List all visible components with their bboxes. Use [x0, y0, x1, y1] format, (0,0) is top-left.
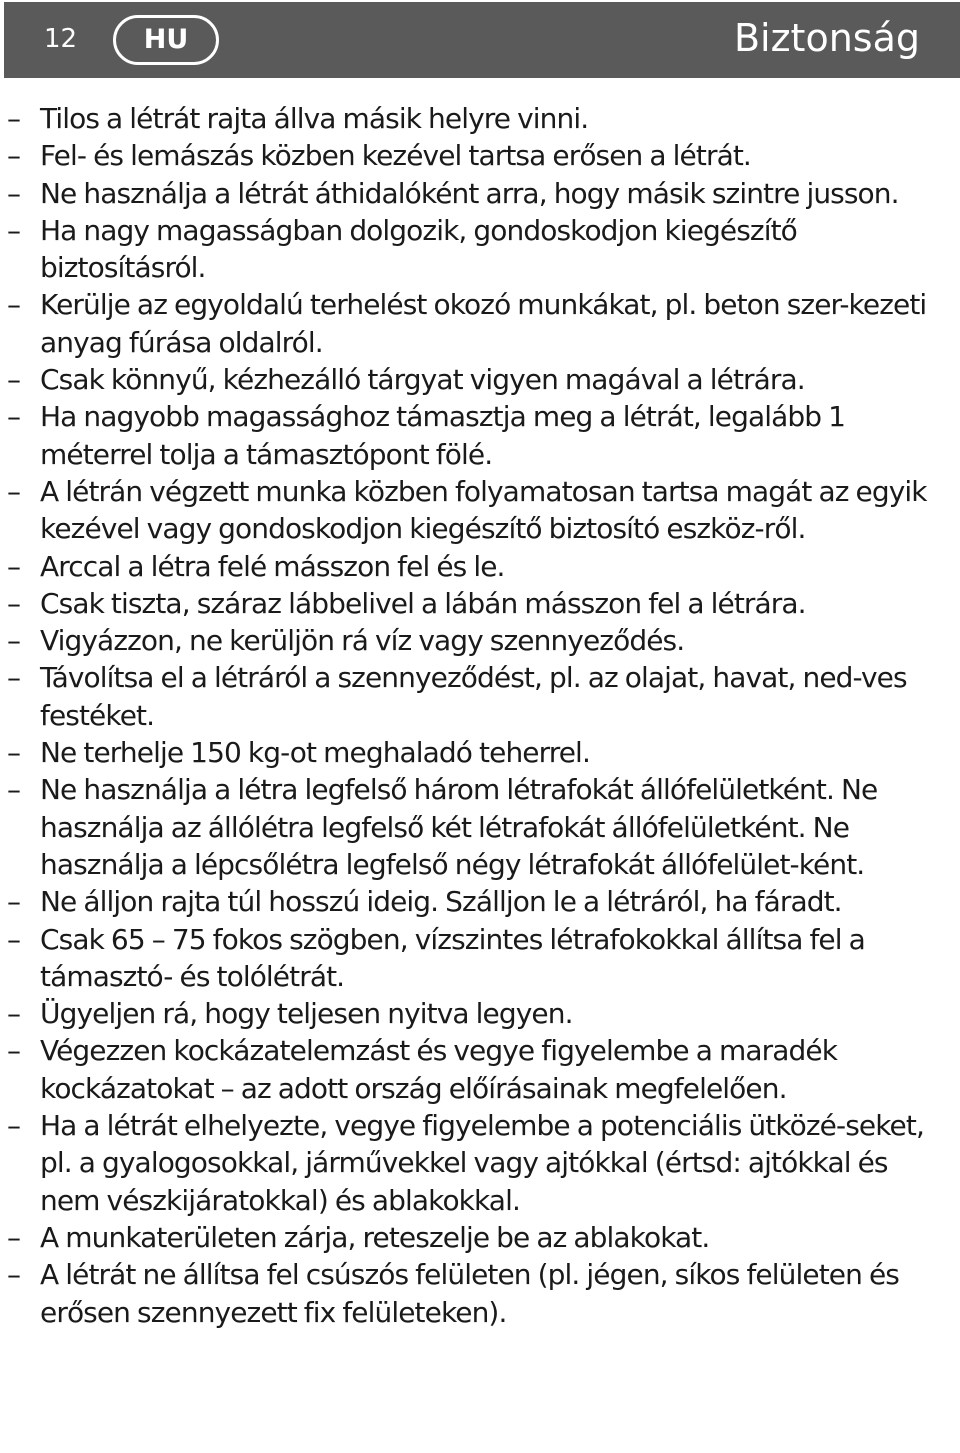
list-item-text: Csak könnyű, kézhezálló tárgyat vigyen magával a létrára.	[40, 363, 805, 397]
list-item-text: Ha nagyobb magassághoz támasztja meg a létrát, legalább 1 méterrel tolja a támasztópont fölé.	[40, 400, 846, 471]
list-item	[0, 921, 960, 996]
list-item	[0, 1107, 960, 1219]
dash-bullet: –	[7, 624, 21, 658]
list-item-text: Ne használja a létrát áthidalóként arra, hogy másik szintre jusson.	[40, 176, 899, 210]
list-item	[0, 398, 960, 473]
list-item-text: Fel- és lemászás közben kezével tartsa erősen a létrát.	[40, 139, 751, 173]
dash-bullet: –	[7, 400, 21, 434]
dash-bullet: –	[7, 1258, 21, 1292]
list-item	[0, 175, 960, 212]
list-item-text: Ne terhelje 150 kg-ot meghaladó teherrel.	[40, 736, 590, 770]
dash-bullet: –	[7, 474, 21, 508]
list-item	[0, 361, 960, 398]
list-item-text: Távolítsa el a létráról a szennyeződést, pl. az olajat, havat, ned-ves festéket.	[40, 661, 907, 732]
list-item	[0, 1219, 960, 1256]
list-item	[0, 995, 960, 1032]
list-item	[0, 771, 960, 883]
dash-bullet: –	[7, 139, 21, 173]
list-item	[0, 286, 960, 361]
list-item-text: Ha a létrát elhelyezte, vegye figyelembe a potenciális ütközé-seket, pl. a gyalogosokkal, járművekkel vagy ajtókkal (értsd: ajtókkal és nem vészkijáratokkal) és ablakokkal.	[40, 1109, 924, 1217]
dash-bullet: –	[7, 661, 21, 695]
list-item	[0, 212, 960, 287]
dash-bullet: –	[7, 922, 21, 956]
list-item-text: Csak tiszta, száraz lábbelivel a lábán másszon fel a létrára.	[40, 586, 806, 620]
list-item-text: Kerülje az egyoldalú terhelést okozó munkákat, pl. beton szer-kezeti anyag fúrása oldalról.	[40, 288, 927, 359]
dash-bullet: –	[7, 1109, 21, 1143]
list-item-text: Ha nagy magasságban dolgozik, gondoskodjon kiegészítő biztosításról.	[40, 213, 797, 285]
dash-bullet: –	[7, 176, 21, 210]
dash-bullet: –	[7, 1220, 21, 1254]
dash-bullet: –	[7, 997, 21, 1031]
list-item-text: Tilos a létrát rajta állva másik helyre vinni.	[40, 102, 589, 135]
safety-list	[0, 100, 960, 1331]
list-item-text: Vigyázzon, ne kerüljön rá víz vagy szennyeződés.	[40, 624, 685, 658]
list-item	[0, 659, 960, 734]
page-header	[4, 2, 960, 78]
section-title: Biztonság	[733, 16, 920, 60]
dash-bullet: –	[7, 213, 21, 247]
list-item	[0, 622, 960, 659]
list-item-text: Ne használja a létra legfelső három létrafokát állófelületként. Ne használja az állólétra legfelső két létrafokát állófelületként. Ne használja a lépcsőlétra legfelső négy létrafokát állófelület-ként.	[40, 773, 878, 881]
list-item-text: A létrán végzett munka közben folyamatosan tartsa magát az egyik kezével vagy gondoskodjon kiegészítő biztosító eszköz-ről.	[40, 474, 927, 546]
list-item	[0, 734, 960, 771]
list-item	[0, 585, 960, 622]
page-number: 12	[44, 24, 78, 54]
list-item	[0, 1032, 960, 1107]
list-item	[0, 100, 960, 137]
list-item-text: Ügyeljen rá, hogy teljesen nyitva legyen.	[40, 997, 573, 1031]
list-item-text: A létrát ne állítsa fel csúszós felületen (pl. jégen, síkos felületen és erősen szennyezett fix felületeken).	[40, 1258, 899, 1329]
list-item-text: Végezzen kockázatelemzást és vegye figyelembe a maradék kockázatokat – az adott ország előírásainak megfelelően.	[40, 1034, 838, 1105]
dash-bullet: –	[7, 885, 21, 919]
dash-bullet: –	[7, 1034, 21, 1068]
dash-bullet: –	[7, 773, 21, 807]
list-item-text: Ne álljon rajta túl hosszú ideig. Szálljon le a létráról, ha fáradt.	[40, 885, 842, 919]
dash-bullet: –	[7, 736, 21, 770]
list-item	[0, 548, 960, 585]
dash-bullet: –	[7, 288, 21, 322]
list-item-text: Arccal a létra felé másszon fel és le.	[40, 549, 505, 583]
list-item-text: A munkaterületen zárja, reteszelje be az ablakokat.	[40, 1220, 710, 1254]
dash-bullet: –	[7, 363, 21, 397]
list-item	[0, 883, 960, 920]
dash-bullet: –	[7, 586, 21, 620]
list-item	[0, 473, 960, 548]
dash-bullet: –	[7, 549, 21, 583]
list-item	[0, 1256, 960, 1331]
dash-bullet: –	[7, 102, 21, 135]
list-item	[0, 137, 960, 174]
list-item-text: Csak 65 – 75 fokos szögben, vízszintes létrafokokkal állítsa fel a támasztó- és tolólétrát.	[40, 922, 865, 993]
language-badge: HU	[113, 15, 219, 65]
